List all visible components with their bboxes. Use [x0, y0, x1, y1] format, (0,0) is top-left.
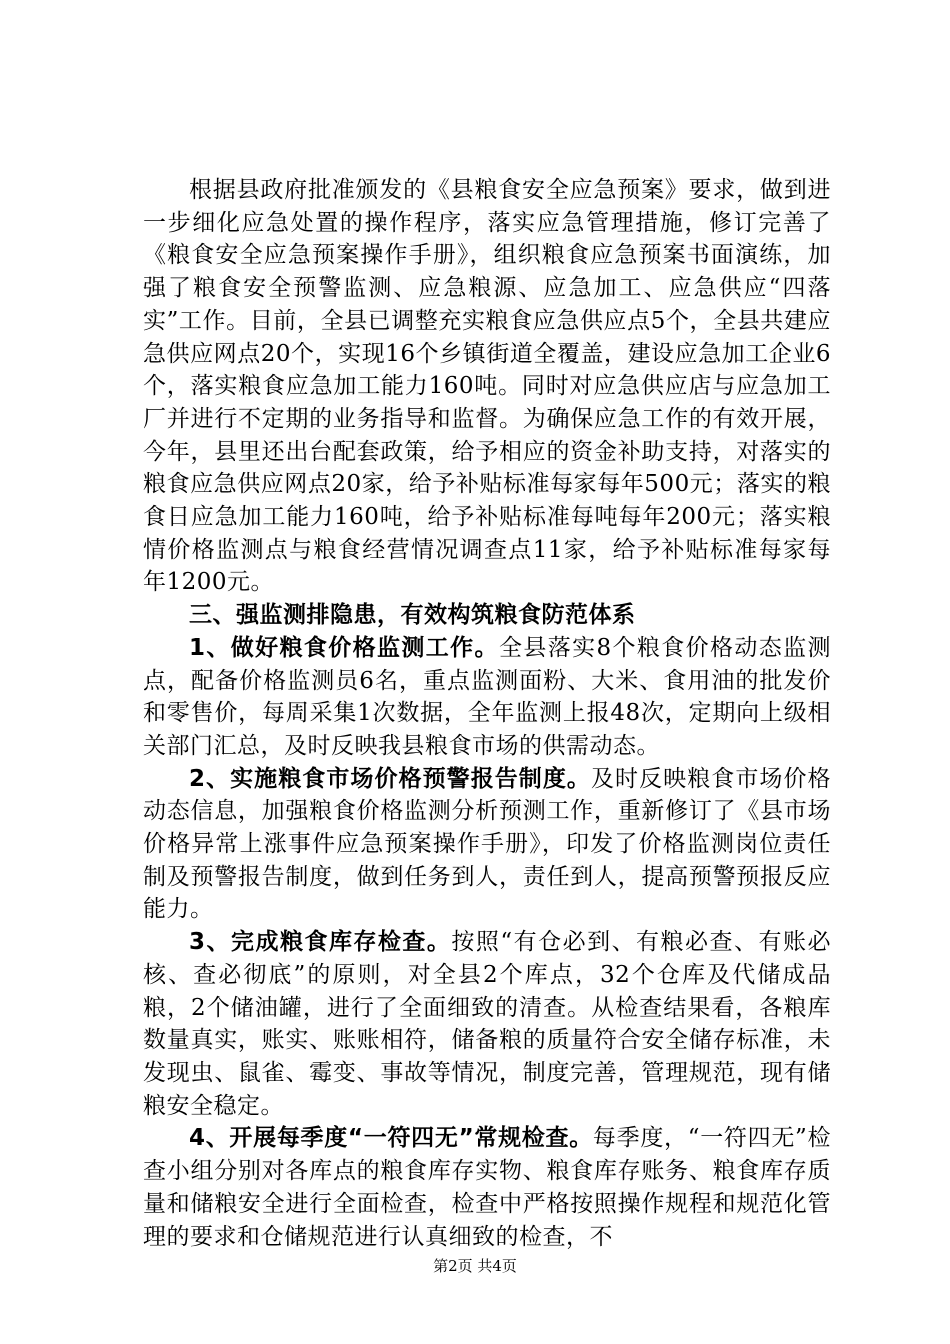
item-lead: 4、开展每季度“一符四无”常规检查。 — [189, 1125, 593, 1152]
item-lead: 2、实施粮食市场价格预警报告制度。 — [189, 765, 591, 792]
item-lead: 1、做好粮食价格监测工作。 — [189, 634, 499, 661]
document-body — [143, 174, 831, 1253]
item-body: 每季度，“一符四无”检查小组分别对各库点的粮食库存实物、粮食库存账务、粮食库存质量和储粮安全进行全面检查，检查中严格按照操作规程和规范化管理的要求和仓储规范进行认真细致的检查，不 — [143, 1125, 831, 1250]
item-quarterly-check — [143, 1122, 831, 1253]
page-footer: 第2页 共4页 — [433, 1257, 517, 1275]
item-body: 按照“有仓必到、有粮必查、有账必核、查必彻底”的原则，对全县2个库点，32个仓库及代储成品粮，2个储油罐，进行了全面细致的清查。从检查结果看，各粮库数量真实，账实、账账相符，储备粮的质量符合安全储存标准，未发现虫、鼠雀、霉变、事故等情况，制度完善，管理规范，现有储粮安全稳定。 — [143, 929, 831, 1119]
section-heading: 三、强监测排隐患，有效构筑粮食防范体系 — [189, 602, 636, 629]
item-price-warning — [143, 763, 831, 927]
item-body: 全县落实8个粮食价格动态监测点，配备价格监测员6名，重点监测面粉、大米、食用油的批发价和零售价，每周采集1次数据，全年监测上报48次，定期向上级相关部门汇总，及时反映我县粮食市场的供需动态。 — [143, 634, 831, 759]
item-body: 及时反映粮食市场价格动态信息，加强粮食价格监测分析预测工作，重新修订了《县市场价格异常上涨事件应急预案操作手册》，印发了价格监测岗位责任制及预警报告制度，做到任务到人，责任到人，提高预警预报反应能力。 — [143, 765, 831, 923]
paragraph-emergency-plan: 根据县政府批准颁发的《县粮食安全应急预案》要求，做到进一步细化应急处置的操作程序，落实应急管理措施，修订完善了《粮食安全应急预案操作手册》，组织粮食应急预案书面演练，加强了粮食安全预警监测、应急粮源、应急加工、应急供应“四落实”工作。目前，全县已调整充实粮食应急供应点5个，全县共建应急供应网点20个，实现16个乡镇街道全覆盖，建设应急加工企业6个，落实粮食应急加工能力160吨。同时对应急供应店与应急加工厂并进行不定期的业务指导和监督。为确保应急工作的有效开展，今年，县里还出台配套政策，给予相应的资金补助支持，对落实的粮食应急供应网点20家，给予补贴标准每家每年500元；落实的粮食日应急加工能力160吨，给予补贴标准每吨每年200元；落实粮情价格监测点与粮食经营情况调查点11家，给予补贴标准每家每年1200元。 — [143, 177, 831, 596]
item-stock-inspection — [143, 926, 831, 1122]
item-price-monitoring — [143, 632, 831, 763]
item-lead: 3、完成粮食库存检查。 — [189, 929, 452, 956]
